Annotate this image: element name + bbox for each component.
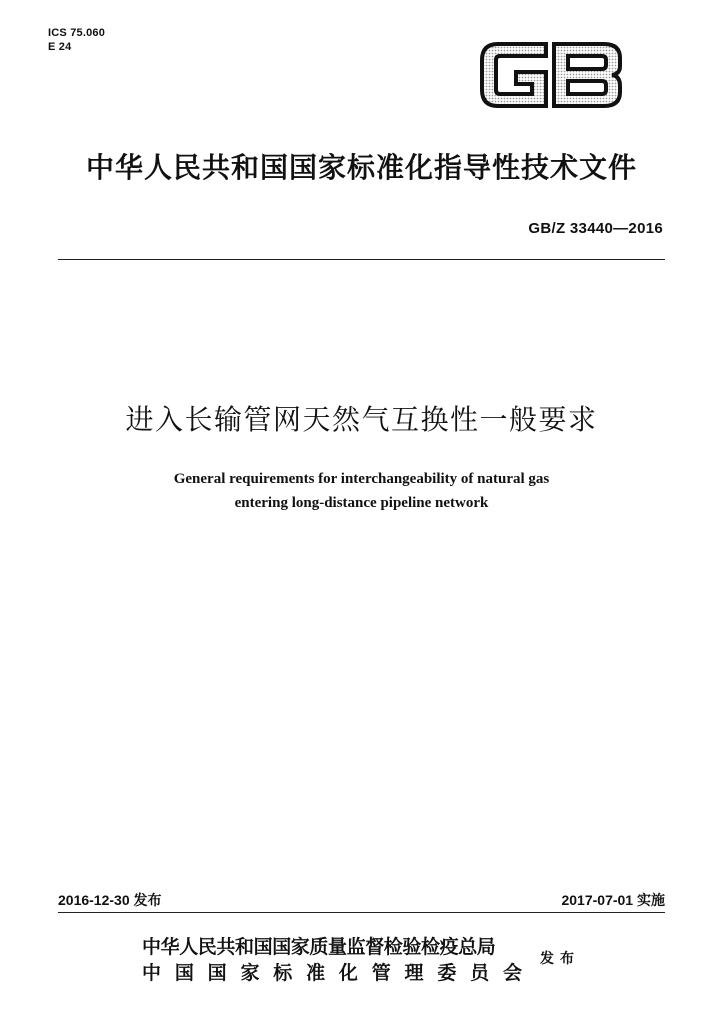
issuer-aqsiq: 中华人民共和国国家质量监督检验检疫总局 [142, 936, 496, 958]
ccs-code: E 24 [48, 41, 72, 53]
issuer-char: 员 [470, 962, 490, 984]
header-divider [58, 259, 665, 260]
implementation-date: 2017-07-01 实施 [561, 892, 665, 908]
ics-code: ICS 75.060 [48, 27, 106, 39]
gb-logo [476, 34, 626, 116]
footer-divider [58, 912, 665, 913]
document-title-chinese: 进入长输管网天然气互换性一般要求 [125, 403, 598, 436]
standard-number: GB/Z 33440—2016 [528, 220, 663, 237]
issuer-char: 理 [404, 962, 424, 984]
issuer-char: 准 [306, 962, 326, 984]
english-title-line-1: General requirements for interchangeability of natural gas [173, 471, 550, 487]
publish-label: 发布 [540, 951, 580, 967]
issuer-char: 标 [273, 962, 293, 984]
english-title-line-2: entering long-distance pipeline network [234, 495, 489, 511]
issuer-char: 化 [338, 962, 358, 984]
standard-type-heading: 中华人民共和国国家标准化指导性技术文件 [85, 151, 637, 184]
issuer-char: 中 [142, 962, 162, 984]
issuing-authorities [142, 934, 532, 986]
issuer-char: 委 [437, 962, 457, 984]
issuer-char: 家 [240, 962, 260, 984]
issuer-char: 管 [371, 962, 391, 984]
issuer-char: 国 [174, 962, 194, 984]
issuer-char: 会 [502, 962, 522, 984]
issuer-char: 国 [207, 962, 227, 984]
classification-codes [48, 26, 105, 54]
issue-date: 2016-12-30 发布 [58, 892, 162, 908]
issuer-sac [142, 960, 522, 986]
document-title-english [0, 467, 723, 515]
